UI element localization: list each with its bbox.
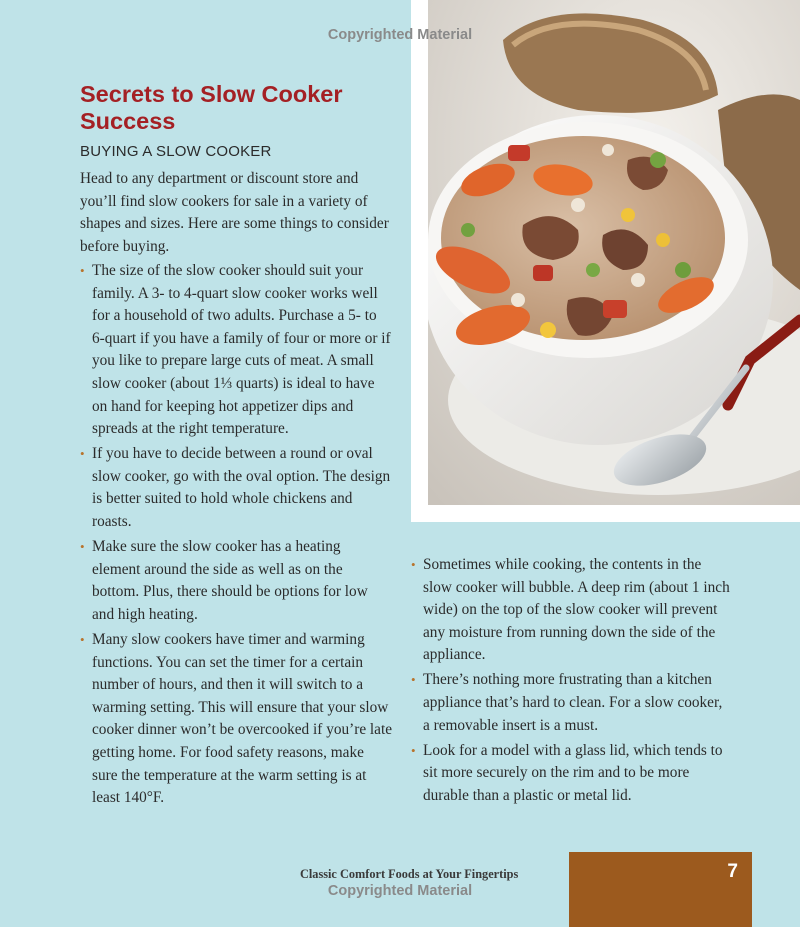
stew-photo: [428, 0, 800, 505]
watermark-bottom: Copyrighted Material: [327, 883, 473, 899]
bullet-list-right: [411, 554, 731, 810]
list-item-text: The size of the slow cooker should suit your family. A 3- to 4-quart slow cooker works well for a household of two adults. Purchase a 5- to 6-quart if you have a family of four or more or if you like to prepare large cuts of meat. A small slow cooker (about 1⅓ quarts) is ideal to have on hand for keeping hot appetizer dips and spreads at the right temperature.: [92, 262, 391, 438]
bullet-icon: •: [80, 632, 85, 647]
list-item: [80, 260, 392, 441]
bullet-icon: •: [80, 539, 85, 555]
section-subtitle: BUYING A SLOW COOKER: [80, 143, 272, 160]
list-item-text: Many slow cookers have timer and warming functions. You can set the timer for a certain number of hours, and then it will switch to a warming setting. This will ensure that your slow cooker dinner won’t be overcooked if you’re late getting home. For food safety reasons, make sure the temperature at the warm setting is at least 140°F.: [92, 631, 393, 807]
list-item-text: If you have to decide between a round or oval slow cooker, go with the oval option. The design is better suited to hold whole chickens and roasts.: [92, 445, 391, 531]
bullet-icon: •: [80, 263, 85, 278]
list-item-text: Look for a model with a glass lid, which tends to sit more securely on the rim and to be more durable than a plastic or metal lid.: [423, 741, 723, 804]
list-item: [80, 536, 392, 626]
list-item-text: There’s nothing more frustrating than a kitchen appliance that’s hard to clean. For a slow cooker, a removable insert is a must.: [423, 671, 723, 734]
list-item: [411, 554, 731, 667]
list-item-text: Sometimes while cooking, the contents in the slow cooker will bubble. A deep rim (about 1 inch wide) on the top of the slow cooker will prevent any moisture from running down the side of the appliance.: [423, 556, 730, 664]
bullet-icon: •: [80, 446, 85, 462]
page-number: 7: [727, 861, 738, 882]
list-item: [411, 740, 731, 808]
list-item: [411, 669, 731, 737]
watermark-top: Copyrighted Material: [327, 27, 473, 43]
bullet-icon: •: [411, 672, 416, 688]
list-item: [80, 443, 392, 533]
intro-paragraph: Head to any department or discount store and you’ll find slow cookers for sale in a variety of shapes and sizes. Here are some things to consider before buying.: [80, 170, 389, 255]
list-item-text: Make sure the slow cooker has a heating element around the side as well as on the bottom. Plus, there should be options for low and high heating.: [92, 538, 368, 623]
bullet-list-left: [80, 260, 392, 812]
list-item: [80, 629, 392, 810]
bullet-icon: •: [411, 557, 416, 572]
bullet-icon: •: [411, 742, 416, 758]
footer-book-title: Classic Comfort Foods at Your Fingertips: [300, 867, 519, 881]
section-title: Secrets to Slow Cooker Success: [80, 81, 343, 134]
